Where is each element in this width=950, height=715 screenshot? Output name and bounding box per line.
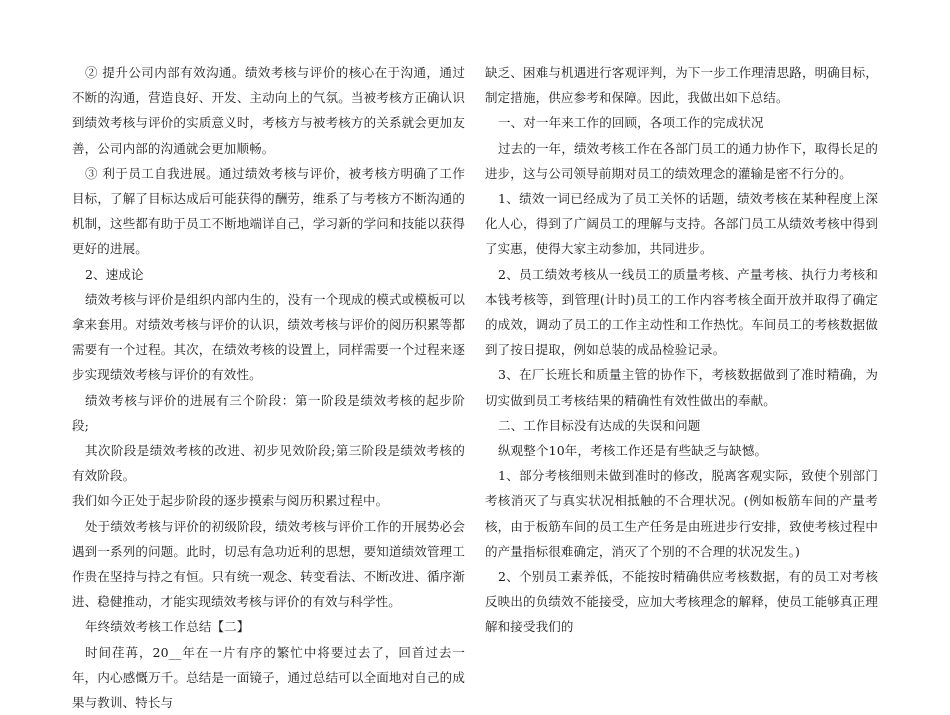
left-column: [72, 60, 465, 715]
section-title-summary-two: 年终绩效考核工作总结【二】: [85, 619, 250, 635]
paragraph-initial-stage: 处于绩效考核与评价的初级阶段，绩效考核与评价工作的开展势必会遇到一系列的问题。此时，切忌有急功近利的思想，要知道绩效管理工作贵在坚持与持之有恒。只有统一观念、转变看法、不断改进、循序渐进、稳健推动，才能实现绩效考核与评价的有效与科学性。: [72, 518, 465, 610]
list-item-1: 1、绩效一词已经成为了员工关怀的话题，绩效考核在某种程度上深化人心，得到了广阔员工的理解与支持。各部门员工从绩效考核中得到了实惠，使得大家主动参加，共同进步。: [485, 191, 878, 257]
paragraph-continuation: 缺乏、困难与机遇进行客观评判，为下一步工作理清思路，明确目标，制定措施，供应参考和保障。因此，我做出如下总结。: [485, 65, 878, 106]
list-item-3: 3、在厂长班长和质量主管的协作下，考核数据做到了准时精确，为切实做到员工考核结果的精确性有效性做出的奉献。: [485, 367, 878, 408]
paragraph-current-stage: 我们如今正处于起步阶段的逐步摸索与阅历积累过程中。: [72, 493, 389, 509]
paragraph-overview: 纵观整个10年，考核工作还是有些缺乏与缺憾。: [498, 443, 768, 459]
section-heading-review: 一、对一年来工作的回顾，各项工作的完成状况: [498, 115, 764, 131]
right-column: [485, 60, 878, 640]
paragraph-second-third-stage: 其次阶段是绩效考核的改进、初步见效阶段;第三阶段是绩效考核的有效阶段。: [72, 443, 465, 484]
paragraph-three-stages: 绩效考核与评价的进展有三个阶段：第一阶段是绩效考核的起步阶段;: [72, 392, 465, 433]
paragraph-past-year: 过去的一年，绩效考核工作在各部门员工的通力协作下，取得长足的进步，这与公司领导前期对员工的绩效理念的灌输是密不行分的。: [485, 140, 878, 181]
paragraph-self-development: ③ 利于员工自我进展。通过绩效考核与评价，被考核方明确了工作目标，了解了目标达成后可能获得的酬劳，维系了与考核方不断沟通的机制，这些都有助于员工不断地端详自己，学习新的学问和技能以获得更好的进展。: [72, 165, 465, 257]
problem-item-1: 1、部分考核细则未做到准时的修改，脱离客观实际，致使个别部门考核消灭了与真实状况相抵触的不合理状况。(例如板筋车间的产量考核，由于板筋车间的员工生产任务是由班进步行安排，致使考核过程中的产量指标很难确定，消灭了个别的不合理的状况发生。): [485, 468, 878, 559]
paragraph-time-passes: 时间荏苒，20__年在一片有序的繁忙中将要过去了，回首过去一年，内心感慨万千。总结是一面镜子，通过总结可以全面地对自己的成果与教训、特长与: [72, 644, 465, 711]
section-heading-quick-success: 2、速成论: [85, 266, 144, 282]
list-item-2: 2、员工绩效考核从一线员工的质量考核、产量考核、执行力考核和本钱考核等，到管理(计时)员工的工作内容考核全面开放并取得了确定的成效，调动了员工的工作主动性和工作热忱。车间员工的考核数据做到了按日提取，例如总装的成品检验记录。: [485, 266, 878, 358]
paragraph-internal-process: 绩效考核与评价是组织内部内生的，没有一个现成的模式或模板可以拿来套用。对绩效考核与评价的认识，绩效考核与评价的阅历积累等都需要有一个过程。其次，在绩效考核的设置上，同样需要一个过程来逐步实现绩效考核与评价的有效性。: [72, 291, 465, 383]
problem-item-2: 2、个别员工素养低，不能按时精确供应考核数据，有的员工对考核反映出的负绩效不能接受，应加大考核理念的解释，使员工能够真正理解和接受我们的: [485, 569, 878, 635]
section-heading-problems: 二、工作目标没有达成的失误和问题: [498, 417, 701, 433]
paragraph-communication: ② 提升公司内部有效沟通。绩效考核与评价的核心在于沟通，通过不断的沟通，营造良好、开发、主动向上的气氛。当被考核方正确认识到绩效考核与评价的实质意义时，考核方与被考核方的关系就会更加友善，公司内部的沟通就会更加顺畅。: [72, 65, 465, 156]
